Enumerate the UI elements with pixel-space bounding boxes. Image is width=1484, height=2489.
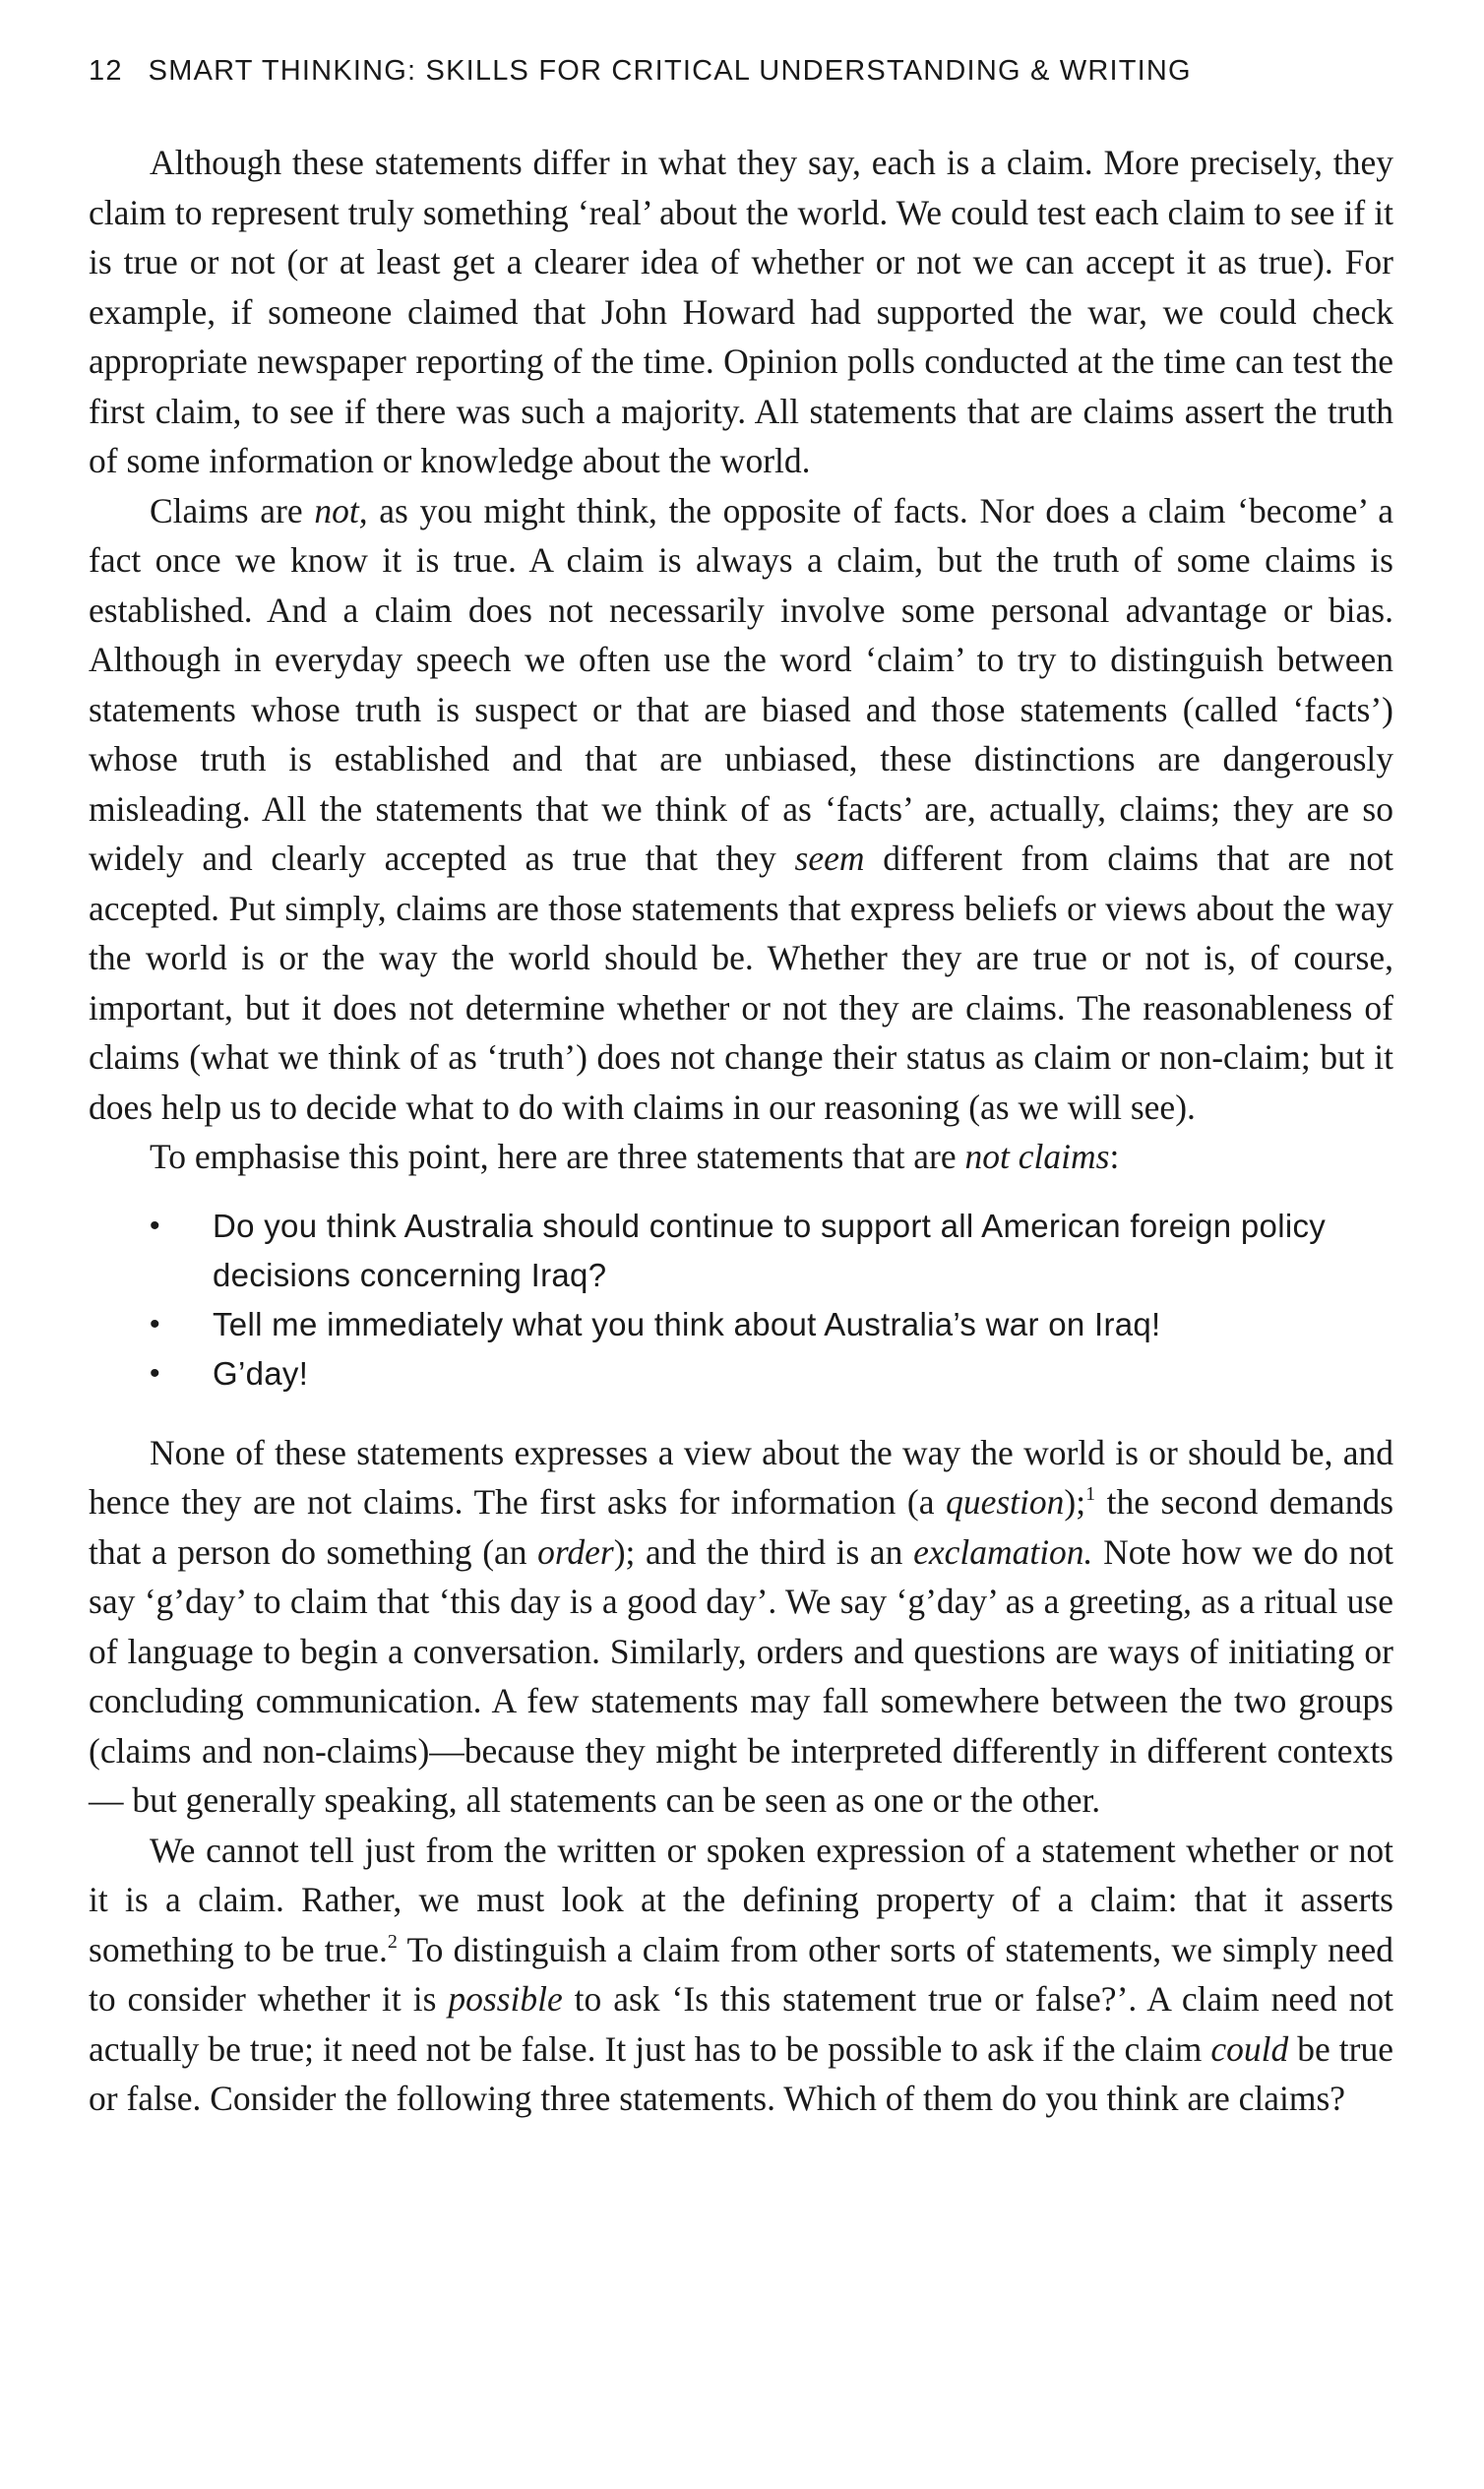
list-item-text: Tell me immediately what you think about Australia’s war on Iraq! — [213, 1305, 1161, 1342]
text-run: : — [1109, 1137, 1120, 1176]
list-item-text: G’day! — [213, 1354, 309, 1392]
text-run: Note how we do not say ‘g’day’ to claim that ‘this day is a good day’. We say ‘g’day’ as a greeting, as a ritual use of language to begin a conversation. Similarly, orders and questions are ways of initiating or concluding communication. A few statements may fall somewhere between the two groups (claims and non-claims)—because they might be interpreted differently in different contexts— but generally speaking, all statements can be seen as one or the other. — [89, 1531, 1393, 1820]
emphasis: could — [1210, 2028, 1289, 2069]
bullet-icon: • — [150, 1356, 160, 1390]
list-item — [89, 1300, 1393, 1349]
emphasis: not, — [314, 490, 368, 530]
paragraph-5 — [89, 1826, 1393, 2124]
paragraph-2 — [89, 486, 1393, 1133]
footnote-marker: 1 — [1085, 1483, 1096, 1505]
emphasis: exclamation. — [913, 1531, 1093, 1572]
text-run: different from claims that are not accepted. Put simply, claims are those statements that express beliefs or views about the way the world is or the way the world should be. Whether they are true or not is, of course, important, but it does not determine whether or not they are claims. The reasonableness of claims (what we think of as ‘truth’) does not change their status as claim or non-claim; but it does help us to decide what to do with claims in our reasoning (as we will see). — [89, 839, 1393, 1127]
text-run: None of these statements expresses a view about the way the world is or should be, and hence they are not claims. The first asks for information (a — [89, 1432, 1393, 1522]
list-item-text: Do you think Australia should continue to support all American foreign policy decisions concerning Iraq? — [213, 1207, 1327, 1293]
footnote-marker: 2 — [387, 1930, 398, 1953]
text-run: to ask ‘Is this statement true or false?’. A claim need not actually be true; it need not be false. It just has to be possible to ask if the claim — [89, 1979, 1393, 2069]
emphasis: question — [946, 1482, 1065, 1522]
text-run: as you might think, the opposite of facts. Nor does a claim ‘become’ a fact once we know it is true. A claim is always a claim, but the truth of some claims is established. And a claim does not necessarily involve some personal advantage or bias. Although in everyday speech we often use the word ‘claim’ to try to distinguish between statements whose truth is suspect or that are biased and those statements (called ‘facts’) whose truth is established and that are unbiased, these distinctions are dangerously misleading. All the statements that we think of as ‘facts’ are, actually, claims; they are so widely and clearly accepted as true that they — [89, 490, 1393, 878]
list-item — [89, 1349, 1393, 1399]
emphasis: order — [537, 1531, 614, 1572]
body-text — [89, 138, 1393, 2124]
text-run: We cannot tell just from the written or spoken expression of a statement whether or not it is a claim. Rather, we must look at the defining property of a claim: that it asserts something to be true. — [89, 1830, 1393, 1969]
list-item — [89, 1202, 1393, 1300]
text-run: To emphasise this point, here are three statements that are — [150, 1137, 965, 1176]
text-run: Claims are — [150, 490, 315, 530]
bullet-icon: • — [150, 1209, 160, 1242]
paragraph-1: Although these statements differ in what they say, each is a claim. More precisely, they claim to represent truly something ‘real’ about the world. We could test each claim to see if it is true or not (or at least get a clearer idea of whether or not we can accept it as true). For example, if someone claimed that John Howard had supported the war, we could check appropriate newspaper reporting of the time. Opinion polls conducted at the time can test the first claim, to see if there was such a majority. All statements that are claims assert the truth of some information or knowledge about the world. — [89, 143, 1393, 480]
page-number: 12 — [89, 55, 123, 87]
text-run: ); — [1064, 1482, 1086, 1522]
running-header — [89, 55, 1397, 88]
text-run: the second demands that a person do something (an — [89, 1482, 1394, 1572]
text-run: ); and the third is an — [613, 1531, 914, 1572]
text-run: be true or false. Consider the following three statements. Which of them do you think are claims? — [89, 2028, 1393, 2118]
emphasis: possible — [448, 1979, 563, 2019]
text-run: To distinguish a claim from other sorts of statements, we simply need to consider whether it is — [89, 1929, 1393, 2019]
emphasis: seem — [794, 839, 865, 878]
paragraph-4 — [89, 1428, 1393, 1826]
bullet-list — [89, 1202, 1393, 1399]
bullet-icon: • — [150, 1307, 160, 1340]
paragraph-3 — [89, 1132, 1393, 1182]
running-title: SMART THINKING: SKILLS FOR CRITICAL UNDERSTANDING & WRITING — [148, 55, 1192, 87]
emphasis: not claims — [964, 1137, 1110, 1176]
